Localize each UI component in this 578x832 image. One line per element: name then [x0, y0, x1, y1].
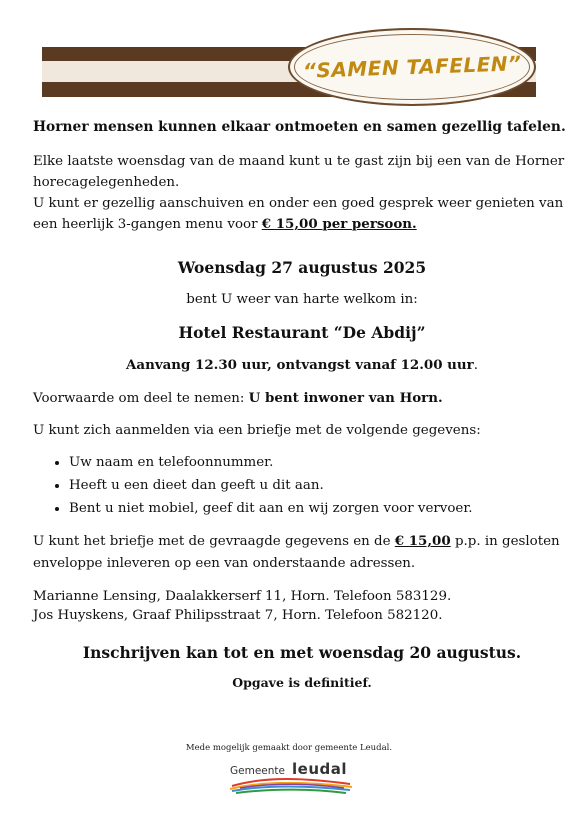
footer-credit: Mede mogelijk gemaakt door gemeente Leudal.	[185, 743, 393, 753]
definitive-note: Opgave is definitief.	[232, 675, 372, 690]
intro-heading: Horner mensen kunnen elkaar ontmoeten en samen gezellig tafelen.	[33, 119, 566, 135]
price-per-person: € 15,00 per persoon.	[261, 216, 417, 232]
signup-list	[33, 451, 573, 520]
welcome-text: bent U weer van harte welkom in:	[186, 292, 418, 307]
header-banner	[42, 18, 536, 104]
letter-line-2: enveloppe inleveren op een van onderstaande adressen.	[33, 556, 416, 571]
event-time-bold: Aanvang 12.30 uur, ontvangst vanaf 12.00 uur	[126, 357, 474, 373]
letter-price: € 15,00	[394, 533, 451, 549]
condition-bold: U bent inwoner van Horn.	[248, 390, 443, 406]
logo-swoosh-icon	[226, 776, 356, 796]
letter-suffix: p.p. in gesloten	[450, 534, 560, 549]
list-item: • Bent u niet mobiel, geef dit aan en wij zorgen voor vervoer.	[69, 497, 573, 520]
banner-title: “SAMEN TAFELEN”	[302, 51, 522, 83]
intro-paragraph	[33, 151, 573, 235]
list-item: • Uw naam en telefoonnummer.	[69, 451, 573, 474]
addresses	[33, 587, 573, 625]
para-line-1: Elke laatste woensdag van de maand kunt u te gast zijn bij een van de Horner	[33, 154, 565, 169]
signup-intro: U kunt zich aanmelden via een briefje met de volgende gegevens:	[33, 423, 481, 438]
logo-prefix: Gemeente	[230, 765, 285, 777]
address-2: Jos Huyskens, Graaf Philipsstraat 7, Horn. Telefoon 582120.	[33, 608, 443, 623]
para-line-2: horecagelegenheden.	[33, 175, 180, 190]
letter-prefix: U kunt het briefje met de gevraagde gegevens en de	[33, 534, 395, 549]
deadline: Inschrijven kan tot en met woensdag 20 augustus.	[82, 643, 522, 662]
flyer-content	[33, 113, 573, 692]
condition	[33, 388, 573, 409]
letter-instructions	[33, 530, 573, 575]
venue-name: Hotel Restaurant “De Abdij”	[178, 323, 426, 342]
logo-name: leudal	[292, 760, 347, 778]
para-line-3: U kunt er gezellig aanschuiven en onder een goed gesprek weer genieten van	[33, 196, 564, 211]
event-time	[33, 355, 571, 376]
para-line-4: een heerlijk 3-gangen menu voor	[33, 217, 262, 232]
event-date: Woensdag 27 augustus 2025	[177, 258, 427, 277]
event-time-period: .	[473, 358, 478, 373]
condition-prefix: Voorwaarde om deel te nemen:	[33, 391, 249, 406]
address-1: Marianne Lensing, Daalakkerserf 11, Horn. Telefoon 583129.	[33, 589, 452, 604]
leudal-logo	[226, 760, 356, 798]
list-item: • Heeft u een dieet dan geeft u dit aan.	[69, 474, 573, 497]
banner-title-oval	[288, 28, 536, 106]
